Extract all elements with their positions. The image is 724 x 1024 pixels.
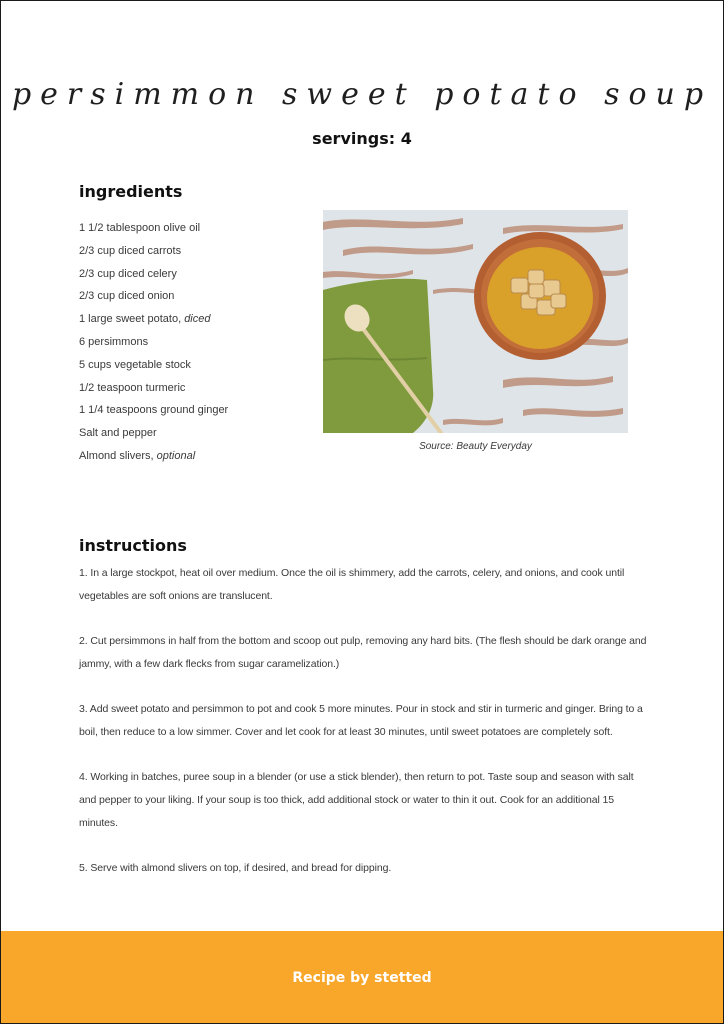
servings-label: servings: 4 xyxy=(312,129,412,148)
ingredient-text: 1 large sweet potato, xyxy=(79,313,185,326)
ingredient-item xyxy=(79,331,228,354)
ingredient-item xyxy=(79,240,228,263)
photo-caption: Source: Beauty Everyday xyxy=(419,441,532,452)
ingredient-item xyxy=(79,377,228,400)
instruction-step: 3. Add sweet potato and persimmon to pot and cook 5 more minutes. Pour in stock and stir in turmeric and ginger. Bring to a boil, then reduce to a low simmer. Cover and let cook for at least 30 minutes, until sweet potatoes are completely soft. xyxy=(79,703,643,738)
instruction-step: 2. Cut persimmons in half from the bottom and scoop out pulp, removing any hard bits. (The flesh should be dark orange and jammy, with a few dark flecks from sugar caramelization.) xyxy=(79,635,647,670)
ingredient-note: diced xyxy=(184,313,211,326)
instruction-step: 4. Working in batches, puree soup in a blender (or use a stick blender), then return to pot. Taste soup and season with salt and pepper to your liking. If your soup is too thick, add additional stock or water to thin it out. Cook for an additional 15 minutes. xyxy=(79,771,634,829)
instruction-step: 1. In a large stockpot, heat oil over medium. Once the oil is shimmery, add the carrots, celery, and onions, and cook until vegetables are soft onions are translucent. xyxy=(79,567,625,602)
ingredient-item xyxy=(79,217,228,240)
ingredient-text: 2/3 cup diced celery xyxy=(79,267,177,280)
ingredient-text: Almond slivers, xyxy=(79,449,157,462)
ingredients-list xyxy=(79,217,228,468)
ingredient-text: 1 1/2 tablespoon olive oil xyxy=(79,222,201,234)
ingredient-text: 1 1/4 teaspoons ground ginger xyxy=(79,404,229,417)
ingredient-text: 1/2 teaspoon turmeric xyxy=(79,381,186,394)
instructions-list xyxy=(79,562,649,902)
ingredient-text: 5 cups vegetable stock xyxy=(79,358,191,371)
instruction-step: 5. Serve with almond slivers on top, if desired, and bread for dipping. xyxy=(79,862,392,875)
soup-photo-illustration xyxy=(323,210,628,433)
ingredient-item xyxy=(79,422,228,445)
soup-photo xyxy=(323,210,628,433)
ingredient-text: Salt and pepper xyxy=(79,427,157,440)
ingredient-item xyxy=(79,445,228,468)
ingredient-note: optional xyxy=(156,449,196,462)
ingredient-text: 2/3 cup diced onion xyxy=(79,290,175,303)
footer-credit: Recipe by stetted xyxy=(292,970,432,986)
ingredient-item xyxy=(79,308,228,331)
ingredient-item xyxy=(79,285,228,308)
ingredient-item xyxy=(79,354,228,377)
ingredient-text: 6 persimmons xyxy=(79,335,149,348)
ingredient-item xyxy=(79,263,228,286)
ingredient-text: 2/3 cup diced carrots xyxy=(79,244,182,257)
ingredient-item xyxy=(79,399,228,422)
ingredients-heading: ingredients xyxy=(79,182,183,201)
footer-banner xyxy=(1,931,723,1023)
instructions-heading: instructions xyxy=(79,536,187,555)
recipe-title: persimmon sweet potato soup xyxy=(11,77,713,112)
